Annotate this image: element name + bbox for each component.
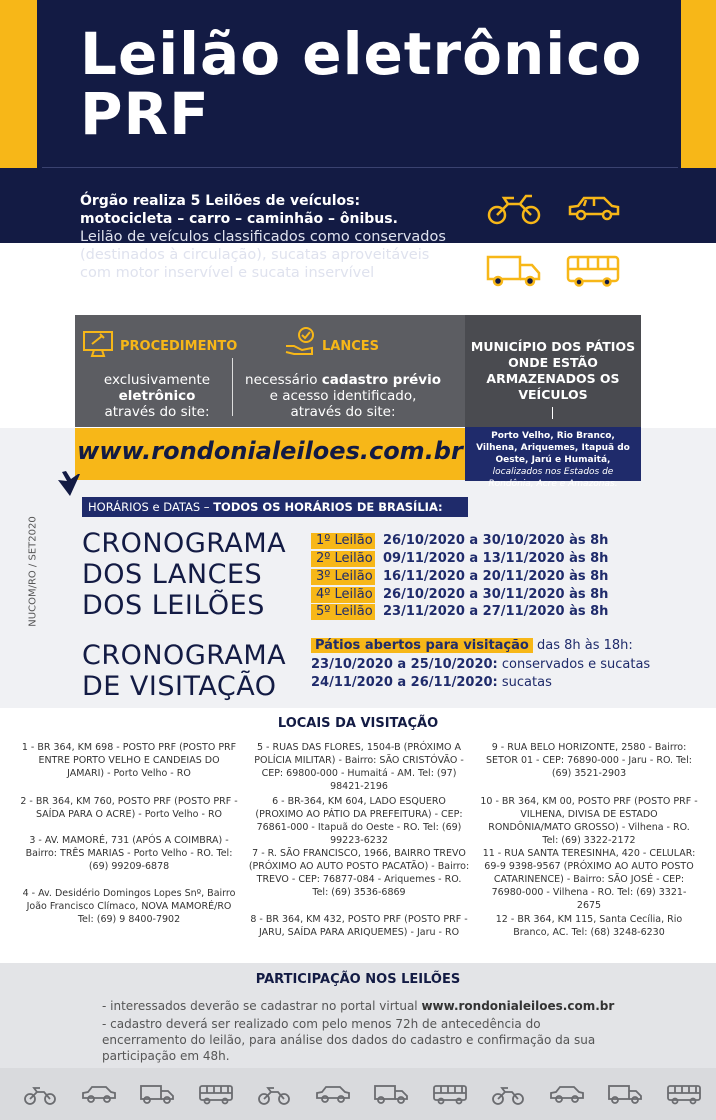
local-item-2: 2 - BR 364, KM 760, POSTO PRF (POSTO PRF - SAÍDA PARA O ACRE) - Porto Velho - RO — [20, 796, 238, 820]
cronograma-lances-title — [82, 528, 286, 621]
footer-motorcycle-icon — [490, 1083, 526, 1105]
footer-bus-icon — [432, 1083, 468, 1105]
participacao-line-2: - cadastro deverá ser realizado com pelo menos 72h de antecedência do encerramento do leilão, para análise dos dados do cadastro e confirmação da sua participação em 48h. — [102, 1017, 596, 1063]
truck-icon — [486, 253, 542, 289]
site-url-link[interactable]: www.rondonialeiloes.com.br — [77, 437, 463, 465]
local-item-3: 3 - AV. MAMORÉ, 731 (APÓS A COIMBRA) - Bairro: TRÊS MARIAS - Porto Velho - RO. Tel: (69) 99209-6878 — [25, 835, 233, 872]
local-item-6: 6 - BR-364, KM 604, LADO ESQUERO (PROXIMO AO PÁTIO DA PREFEITURA) - CEP: 76861-000 - Itapuã do Oeste - RO. Tel: (69) 99223-6232 — [255, 796, 463, 846]
leilao-row-5 — [311, 604, 608, 620]
horarios-bar — [82, 497, 468, 517]
municipio-list-italic: localizados nos Estados de Rondônia, Acre e Amazonas. — [488, 467, 618, 489]
footer-car-icon — [81, 1083, 117, 1105]
local-item-7: 7 - R. SÃO FRANCISCO, 1966, BAIRRO TREVO (PRÓXIMO AO AUTO POSTO PACATÃO) - Bairro: TREVO - CEP: 76877-084 - Ariquemes - RO. Tel: (69) 3536-6869 — [248, 848, 470, 898]
leilao-row-1 — [311, 533, 608, 549]
leilao-dates: 23/11/2020 a 27/11/2020 às 8h — [383, 604, 609, 619]
local-item-5: 5 - RUAS DAS FLORES, 1504-B (PRÓXIMO A POLÍCIA MILITAR) - Bairro: SÃO CRISTÓVÃO - CEP: 69800-000 - Humaitá - AM. Tel: (97) 98421-2196 — [254, 742, 464, 792]
leilao-dates: 09/11/2020 a 13/11/2020 às 8h — [383, 551, 609, 566]
intro-bold-1: Órgão realiza 5 Leilões de veículos: — [80, 193, 361, 209]
local-item-1: 1 - BR 364, KM 698 - POSTO PRF (POSTO PRF ENTRE PORTO VELHO E CANDEIAS DO JAMARI) - Porto Velho - RO — [21, 742, 237, 779]
lances-line-1-pre: necessário — [245, 372, 322, 388]
cronograma-lances-title-2: DOS LANCES — [82, 559, 263, 590]
footer-car-icon — [315, 1083, 351, 1105]
bus-icon — [566, 253, 622, 289]
lances-line-1-bold: cadastro prévio — [321, 372, 441, 388]
cronograma-lances-title-3: DOS LEILÕES — [82, 590, 265, 621]
procedimento-text — [82, 372, 232, 420]
yellow-bar-right — [681, 0, 716, 168]
cronograma-visitacao-title-1: CRONOGRAMA — [82, 640, 287, 671]
leilao-row-2 — [311, 551, 608, 567]
leilao-row-4 — [311, 587, 608, 603]
visitacao-line-1-rest: conservados e sucatas — [497, 657, 651, 672]
cursor-arrow-icon — [56, 470, 84, 498]
footer-motorcycle-icon — [22, 1083, 58, 1105]
visitacao-line-1-bold: 23/10/2020 a 25/10/2020: — [311, 657, 498, 672]
procedimento-line-1: exclusivamente — [103, 372, 211, 388]
participacao-line-1 — [102, 998, 622, 1014]
leilao-tag: 5º Leilão — [311, 604, 375, 620]
local-item-11: 11 - RUA SANTA TERESINHA, 420 - CELULAR: 69-9 9398-9567 (PRÓXIMO AO AUTO POSTO CATARINENCE) - Bairro: SÃO JOSÉ - CEP: 76980-000 - Vilhena - RO. Tel: (69) 3321-2675 — [482, 848, 696, 911]
lances-text — [236, 372, 450, 420]
local-item-4: 4 - Av. Desidério Domingos Lopes Snº, Bairro João Francisco Clímaco, NOVA MAMORÉ/RO Tel: (69) 9 8400-7902 — [22, 888, 236, 925]
hand-check-icon — [284, 326, 318, 358]
intro-text — [80, 192, 450, 282]
municipio-list-bold: Porto Velho, Rio Branco, Vilhena, Ariquemes, Itapuã do Oeste, Jarú e Humaitá, — [476, 431, 630, 465]
yellow-bar-left — [0, 0, 37, 168]
leilao-dates: 26/10/2020 a 30/10/2020 às 8h — [383, 533, 609, 548]
lances-line-1 — [236, 372, 450, 388]
local-item-8: 8 - BR 364, KM 432, POSTO PRF (POSTO PRF - JARU, SAÍDA PARA ARIQUEMES) - Jaru - RO — [250, 914, 468, 938]
visitacao-head-bold: Pátios abertos para visitação — [311, 638, 533, 653]
leilao-row-3 — [311, 569, 608, 585]
local-item-9: 9 - RUA BELO HORIZONTE, 2580 - Bairro: SETOR 01 - CEP: 76890-000 - Jaru - RO. Tel: (69) 3521-2903 — [486, 742, 692, 779]
participacao-url[interactable]: www.rondonialeiloes.com.br — [421, 999, 615, 1013]
motorcycle-icon — [486, 190, 542, 226]
intro-description: Leilão de veículos classificados como conservados (destinados à circulação), sucatas aproveitáveis com motor inservível e sucata inservível — [80, 229, 446, 281]
visitacao-line-2-bold: 24/11/2020 a 26/11/2020: — [311, 675, 498, 690]
footer-truck-icon — [373, 1083, 409, 1105]
visitacao-head-rest: das 8h às 18h: — [532, 638, 633, 653]
visitacao-header — [311, 638, 633, 653]
leilao-dates: 16/11/2020 a 20/11/2020 às 8h — [383, 569, 609, 584]
header-divider — [42, 167, 678, 168]
locais-title: LOCAIS DA VISITAÇÃO — [277, 716, 439, 731]
title-line-2: PRF — [80, 80, 210, 148]
footer-truck-icon — [139, 1083, 175, 1105]
horarios-pre: HORÁRIOS e DATAS – — [88, 500, 214, 514]
lances-line-3: através do site: — [290, 404, 396, 420]
leilao-tag: 4º Leilão — [311, 587, 375, 603]
car-icon — [566, 194, 622, 222]
side-credit: NUCOM/RO / SET2020 — [27, 516, 39, 627]
cronograma-visitacao-title — [82, 640, 286, 702]
procedimento-line-2: eletrônico — [118, 388, 196, 404]
participacao-title: PARTICIPAÇÃO NOS LEILÕES — [255, 972, 461, 987]
procedimento-label: PROCEDIMENTO — [120, 339, 238, 354]
local-item-10: 10 - BR 364, KM 00, POSTO PRF (POSTO PRF - VILHENA, DIVISA DE ESTADO RONDÔNIA/MATO GROSSO) - Vilhena - RO. Tel: (69) 3322-2172 — [480, 796, 698, 846]
lances-line-2: e acesso identificado, — [269, 388, 417, 404]
footer-motorcycle-icon — [256, 1083, 292, 1105]
procedimento-line-3: através do site: — [104, 404, 210, 420]
leilao-tag: 3º Leilão — [311, 569, 375, 585]
cronograma-visitacao-title-2: DE VISITAÇÃO — [82, 671, 277, 702]
footer-bus-icon — [666, 1083, 702, 1105]
lances-label: LANCES — [322, 339, 380, 354]
box-divider — [232, 358, 233, 416]
footer-bus-icon — [198, 1083, 234, 1105]
footer-truck-icon — [607, 1083, 643, 1105]
local-item-12: 12 - BR 364, KM 115, Santa Cecília, Rio Branco, AC. Tel: (68) 3248-6230 — [495, 914, 683, 938]
horarios-bold: TODOS OS HORÁRIOS DE BRASÍLIA: — [213, 500, 443, 514]
leilao-tag: 2º Leilão — [311, 551, 375, 567]
municipio-list — [465, 427, 641, 489]
page-title — [80, 20, 680, 148]
municipio-title: MUNICÍPIO DOS PÁTIOS ONDE ESTÃO ARMAZENADOS OS VEÍCULOS — [470, 339, 636, 402]
visitacao-line-1 — [311, 657, 650, 672]
intro-bold-2: motocicleta – carro – caminhão – ônibus. — [80, 211, 398, 227]
computer-auction-icon — [82, 328, 114, 360]
leilao-tag: 1º Leilão — [311, 533, 375, 549]
visitacao-line-2 — [311, 675, 552, 690]
visitacao-line-2-rest: sucatas — [497, 675, 552, 690]
title-line-1: Leilão eletrônico — [80, 20, 643, 88]
cronograma-lances-title-1: CRONOGRAMA — [82, 528, 287, 559]
leilao-dates: 26/10/2020 a 30/11/2020 às 8h — [383, 587, 609, 602]
footer-car-icon — [549, 1083, 585, 1105]
municipio-connector — [552, 407, 553, 419]
participacao-line-1-pre: - interessados deverão se cadastrar no portal virtual — [102, 999, 422, 1013]
